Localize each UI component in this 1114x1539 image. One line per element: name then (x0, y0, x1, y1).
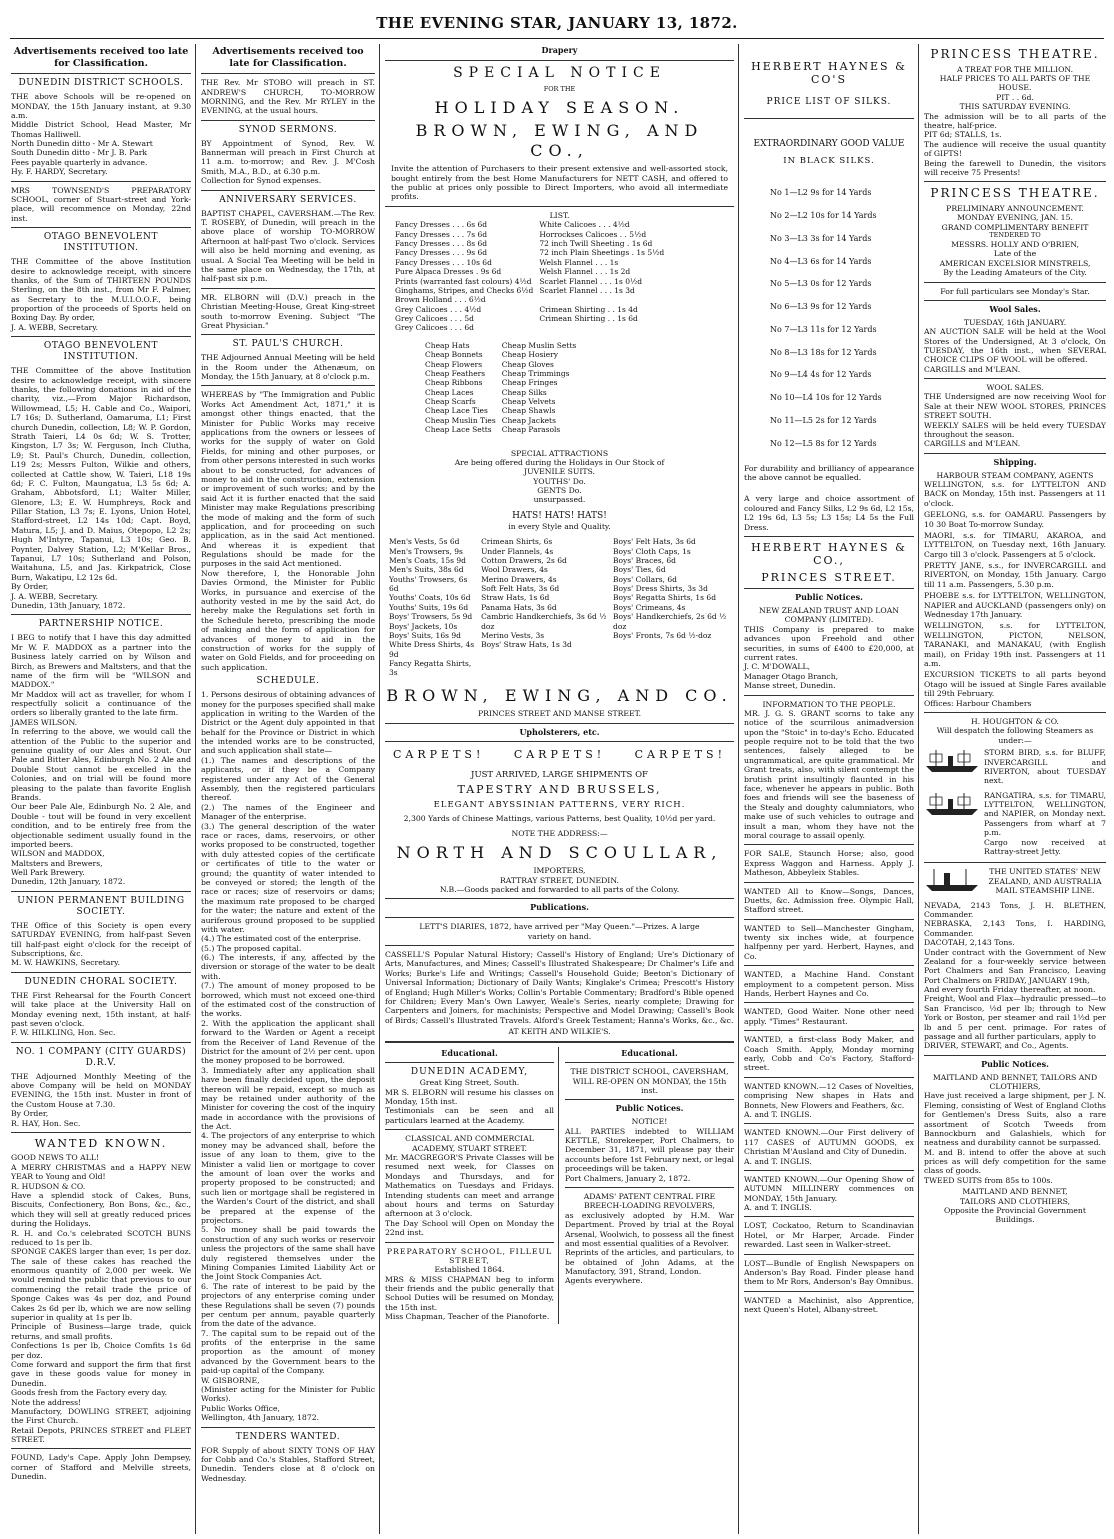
list-item: No 4—L3 6s for 14 Yards (770, 256, 872, 266)
list-item: Cheap Shawls (501, 406, 556, 416)
adams-title: ADAMS' PATENT CENTRAL FIRE BREECH-LOADING REVOLVERS, (583, 1191, 716, 1211)
nz-trust-body: THIS Company is prepared to make advances upon Freehold and other securities, in sums of £400 to £20,000, at current rates. J. C. M'DOWALL, Manager Otago Branch, Manse street, Dunedin. (744, 624, 914, 691)
list-item: No 10—L4 10s for 12 Yards (770, 393, 882, 403)
list-item: White Calicoes . . . 4½d (539, 220, 630, 230)
ad-title: UNION PERMANENT BUILDING SOCIETY. (17, 895, 185, 917)
ad-body: THE above Schools will be re-opened on MONDAY, the 15th January instant, at 9.30 a.m. Middle District School, Head Master, Mr Thomas Halliwell. North Dunedin ditto - Mr A. Stewart South Dunedin ditto - Mr J. B. Park Fees payable quarterly in advance. Hy. F. HARDY, Secretary. (11, 92, 191, 177)
classical-title: CLASSICAL AND COMMERCIAL ACADEMY, STUART STREET. (405, 1134, 534, 1153)
list-item: Boys' Straw Hats, 1s 3d (481, 640, 572, 650)
list-item: 72 inch Plain Sheetings . 1s 5½d (539, 248, 665, 258)
list-item: Boys' Suits, 16s 9d (389, 630, 461, 640)
list-title: LIST. (549, 210, 570, 220)
list-item: Cotton Drawers, 2s 6d (481, 555, 567, 565)
ad-body: MRS TOWNSEND'S PREPARATORY SCHOOL, corner of Stuart-street and York-place, will recommence on Monday, 22nd inst. (11, 185, 191, 223)
list-item: Boys' Regatta Shirts, 1s 6d (613, 593, 716, 603)
list-item: Youths' Trowsers, 6s 6d (389, 574, 468, 594)
list-item: Fancy Dresses . . . 8s 6d (395, 239, 488, 248)
arrived-line: JUST ARRIVED, LARGE SHIPMENTS OF (471, 769, 648, 780)
list-item: Boys' Collars, 6d (613, 574, 677, 584)
list-item: Scarlet Flannel . . . 1s 0½d (539, 276, 643, 286)
list-item: 72 inch Twill Sheeting . 1s 6d (539, 239, 653, 248)
grand-benefit: GRAND COMPLIMENTARY BENEFIT (941, 222, 1089, 232)
list-item: Cheap Laces (425, 387, 474, 397)
letts-diaries: LETT'S DIARIES, 1872, have arrived per "May Queen."—Prizes. A large variety on hand. (419, 922, 700, 941)
drapery-block (382, 44, 737, 1534)
note-address: NOTE THE ADDRESS:— (511, 829, 608, 839)
ad-title: NO. 1 COMPANY (CITY GUARDS) D.R.V. (15, 1046, 187, 1068)
column-1 (8, 44, 194, 1534)
steamship-icon (924, 748, 980, 774)
masthead-rule (10, 38, 1104, 39)
herbert-haynes-2: HERBERT HAYNES & CO., (751, 541, 907, 568)
ship-ad (924, 867, 1106, 897)
column-5 (741, 44, 917, 1534)
list-item: Merino Vests, 3s (481, 630, 545, 640)
ad-title: ST. PAUL'S CHURCH. (232, 339, 344, 350)
ad-title: WANTED KNOWN. (34, 1136, 168, 1150)
column-rule (379, 44, 380, 1534)
section-heading: Shipping. (993, 456, 1037, 467)
special-title: SPECIAL ATTRACTIONS (510, 448, 609, 458)
list-item: Fancy Dresses . . . 10s 6d (395, 257, 492, 267)
list-item: Boys' Dress Shirts, 3s 3d (613, 584, 708, 594)
hats-title: HATS! HATS! HATS! (512, 510, 607, 521)
list-item: Straw Hats, 1s 6d (481, 593, 550, 603)
list-item: Under Flannels, 4s (481, 546, 554, 556)
list-item: Cheap Parasols (501, 425, 561, 435)
info-title: INFORMATION TO THE PEOPLE. (762, 699, 896, 709)
price-list (385, 220, 734, 333)
price-list-right (539, 220, 664, 333)
drapery-footer-address: PRINCES STREET AND MANSE STREET. (477, 709, 642, 719)
list-item: Boys' Felt Hats, 3s 6d (613, 537, 696, 547)
section-heading: Educational. (441, 1047, 498, 1058)
wanted-ad: WANTED KNOWN.—12 Cases of Novelties, comprising New shapes in Hats and Bonnets, New Flowers and Feathers, &c. A. and T. INGLIS. (744, 1081, 914, 1119)
black-silks: IN BLACK SILKS. (783, 155, 875, 166)
price-list-silks: PRICE LIST OF SILKS. (766, 96, 892, 107)
prep-title: PREPARATORY SCHOOL, FILLEUL STREET, (386, 1246, 553, 1265)
rattray-street: RATTRAY STREET, DUNEDIN. (499, 875, 619, 885)
princes-street: PRINCES STREET. (761, 570, 897, 584)
silk-price-list (744, 182, 914, 456)
list-item: Grey Calicoes . . . 4½d (395, 304, 482, 314)
list-item: Wool Drawers, 4s (481, 565, 548, 575)
list-item: Pure Alpaca Dresses . 9s 6d (395, 267, 502, 277)
elegant-line: ELEGANT ABYSSINIAN PATTERNS, VERY RICH. (433, 799, 686, 810)
maitland-sign: MAITLAND AND BENNET, (962, 1187, 1068, 1197)
classical-body: Mr. MACGREGOR'S Private Classes will be resumed next week, for Classes on Mondays and Thursdays, and for Mathematics on Tuesdays and Fridays. Intending students can meet and arrange about hours and terms on Saturday afternoon at 3 o'clock. The Day School will Open on Monday the 22nd inst. (385, 1152, 554, 1238)
wanted-ad: WANTED, a Machine Hand. Constant employment to a competent person. Miss Hands, Herbert Haynes and Co. (744, 970, 914, 999)
column-6 (921, 44, 1109, 1534)
ad-body: I BEG to notify that I have this day admitted Mr W. F. MADDOX as a partner into the Business lately carried on by Wilson and Birch, as Brewers and Maltsters, and that the name of the firm will be "WILSON and MADDOX." Mr Maddox will act as traveller, for whom I respectfully solicit a continuance of the orders so liberally granted to the late firm. JAMES WILSON. In referring to the above, we would call the attention of the Public to the superior and genuine quality of our Ales and Stout. Our Pale and Bitter Ales, Edinburgh No. 2 Ale and Double Stout cannot be excelled in the Colonies, and on trial will be found more pleasing to the palate than favorite English Brands. Our beer Pale Ale, Edinburgh No. 2 Ale, and Double - tout will be found in very excellent condition, and to be entirely free from the objectionable sediment usually found in the imported beers. WILSON and MADDOX, Maltsters and Brewers, Well Park Brewery. Dunedin, 12th January, 1872. (11, 633, 191, 887)
list-item: Cambric Handkerchiefs, 3s 6d ½ doz (481, 612, 607, 631)
maitland-body: Have just received a large shipment, per J. N. Fleming, consisting of West of England Cloths for Gentlemen's Dress Suits, also a rare assortment of Scotch Tweeds from Bannockburn and Galashiels, which for neatness and durability cannot be surpassed. M. and B. intend to offer the above at such prices as will defy competition for the same class of goods. TWEED SUITS from 85s to 100s. (924, 1091, 1106, 1185)
list-item: Horrockses Calicoes . . 5½d (539, 229, 647, 239)
list-item: No 1—L2 9s for 14 Yards (770, 188, 872, 198)
wool-sales-title: WOOL SALES. (986, 383, 1044, 393)
ad-body: THE Committee of the above Institution desire to acknowledge receipt, with sincere thanks, the following donations in aid of the charity, viz.,—From Major Richardson, Willowmead, L5; H. Cable and Co., Waipori, L7 16s; D. Sutherland, Oamaruma, L1; First church Dunedin, collection, L8; W. P. Gordon, Strath Taieri, L4 0s 6d; W. S. Trotter, Kingston, L7 3s; W. Ferguson, Inch Clutha, L9; St. Paul's Church, Dunedin, collection, L19 2s; Messrs Fulton, Wilkie and others, collected at Cattle show, W. Taieri, L18 19s 6d; F. C. Fulton, Maungatua, L3 5s 6d; A. Graham, Abbotsford, L1; Walter Miller, Glenore, L3; E. W. Humphreys, Rock and Pillar Station, L3 7s; E. Lyons, Union Hotel, Stafford-street, L2 14s 10d; Capt. Boyd, Matura, L5; J. and D. Maius, Otepopo, L2 2s; Hugh M'Intyre, Tapanui, L3 10s; Geo. B. Poynter, Dalvey Station, L2; M'Kellar Bros., Tapanui, L7 10s; Sutherland and Polson, Waitahuna, L5, and Jas. Kirkpatrick, Close Burn, Wakatipu, L2 12s 6d. By Order, J. A. WEBB, Secretary. Dunedin, 13th January, 1872. (11, 366, 191, 610)
lost-ad: LOST, Cockatoo, Return to Scandinavian Hotel, or Mr Harper, Arcade. Finder rewarded. Last seen in Walker-street. (744, 1221, 914, 1250)
list-item: Men's Suits, 38s 6d (389, 565, 464, 575)
list-item: No 9—L4 4s for 12 Yards (770, 370, 872, 380)
drapery-for: FOR THE (543, 84, 576, 93)
list-item: Crimean Shirts, 6s (481, 537, 553, 547)
list-item: Scarlet Flannel . . . 1s 3d (539, 285, 635, 295)
list-item: No 2—L2 10s for 14 Yards (770, 210, 877, 220)
tapestry-line: TAPESTRY AND BRUSSELS, (457, 783, 662, 797)
list-item: No 3—L3 3s for 14 Yards (770, 233, 872, 243)
for-sale: FOR SALE, Staunch Horse; also, good Express Waggon and Harness. Apply J. Matheson, Abbeyleix Stables. (744, 849, 914, 878)
list-item: Boys' Cloth Caps, 1s (613, 546, 691, 556)
storm-bird: STORM BIRD, s.s. for BLUFF, INVERCARGILL and RIVERTON, about TUESDAY next. (984, 748, 1106, 786)
north-scoullar: NORTH AND SCOULLAR, (396, 842, 723, 862)
carpets-heading: CARPETS! (634, 748, 726, 762)
list-item: No 5—L3 0s for 12 Yards (770, 279, 872, 289)
list-item: Fancy Dresses . . . 7s 6d (395, 229, 488, 239)
maitland-sign-2: TAILORS AND CLOTHIERS, (959, 1196, 1071, 1206)
clothing-list (385, 537, 734, 678)
list-item: No 8—L3 18s for 12 Yards (770, 347, 877, 357)
ship-ad (924, 748, 1106, 788)
list-item: Boys' Trowsers, 5s 9d (389, 612, 473, 622)
list-item: Welsh Flannel . . . 1s 2d (539, 267, 631, 277)
list-item: Men's Trowsers, 9s (389, 546, 463, 556)
masthead: THE EVENING STAR, JANUARY 13, 1872. (376, 14, 738, 32)
fancy-silks: A very large and choice assortment of coloured and Fancy Silks, L2 9s 6d, L2 15s, L2 19s 6d, L3 5s; L3 15s; L4 5s the Full Dress. (744, 494, 914, 532)
steamer-ad: MAORI, s.s. for TIMARU, AKAROA, and LYTTELTON, on Tuesday next, 16th January. Cargo till 3 o'clock. Passengers at 5 o'clock. (924, 530, 1106, 559)
cheap-list-left (425, 341, 496, 435)
list-item (539, 295, 664, 304)
wool-sales-body: THE Undersigned are now receiving Wool for Sale at their NEW WOOL STORES, PRINCES STREET SOUTH. WEEKLY SALES will be held every TUESDAY throughout the season. CARGILLS and M'LEAN. (924, 392, 1106, 449)
preliminary: PRELIMINARY ANNOUNCEMENT. (946, 203, 1084, 213)
list-item: Boys' Ties, 6d (613, 565, 666, 575)
list-item: Cheap Scarfs (425, 397, 476, 406)
steamship-icon (924, 791, 980, 817)
list-item: Boys' Crimeans, 4s (613, 602, 686, 612)
special-text: Are being offered during the Holidays in Our Stock of JUVENILE SUITS. YOUTHS' Do. GENTS Do. unsurpassed. (454, 457, 665, 505)
ad-title: TENDERS WANTED. (235, 1431, 341, 1442)
section-heading: Advertisements received too late for Classification. (212, 46, 364, 69)
wanted-ad: WANTED to Sell—Manchester Gingham, twenty six inches wide, at fourpence halfpenny per yard. Herbert, Haynes, and Co. (744, 923, 914, 961)
prep-body: MRS & MISS CHAPMAN beg to inform their friends and the public generally that School Duties will be resumed on Monday, the 15th inst. Miss Chapman, Teacher of the Pianoforte. (385, 1274, 554, 1322)
list-item: Boys' Jackets, 10s (389, 621, 458, 631)
academy-body: MR S. ELBORN will resume his classes on Monday, 15th inst. Testimonials can be seen and all particulars learned at the Academy. (385, 1087, 554, 1125)
steamer-ad: WELLINGTON, s.s. for LYTTELTON, WELLINGTON, PICTON, NELSON, TARANAKI, and MANAKAU, (with English mail), on Friday 19th inst. Passengers at 11 a.m. (924, 621, 1106, 668)
saturday: THIS SATURDAY EVENING. (959, 102, 1071, 112)
ad-title: DUNEDIN CHORAL SOCIETY. (24, 976, 178, 987)
leading-amateurs: By the Leading Amateurs of the City. (943, 268, 1087, 278)
hats-sub: in every Style and Quality. (508, 521, 611, 531)
full-particulars: For full particulars see Monday's Star. (940, 286, 1090, 296)
clothing-list-left (389, 537, 477, 678)
notice-title: NOTICE! (631, 1117, 668, 1127)
list-item: Fancy Regatta Shirts, 3s (389, 659, 472, 678)
wanted-ad: WANTED, a first-class Body Maker, and Coach Smith. Apply, Monday morning early, Cobb and Co's Factory, Stafford-street. (744, 1035, 914, 1073)
ad-body: WHEREAS by "The Immigration and Public Works Act Amendment Act, 1871," it is amongst other things enacted, that the Minister for Public Works may receive applications from the owners or lessees of works for the supply of water on Gold Fields, for mining and other purposes, or from other persons interested in such works about to be constructed, for advances of money to aid in the construction, extension or improvement of such works; and by the said Act it is further enacted that the said Minister may make Regulations prescribing the mode of making and the form of such application, and for proceeding on such application, as in the said Act mentioned. And whereas it is expedient that Regulations should be made for the purposes in the said Act mentioned. Now therefore, I, the Honorable John Davies Ormond, the Minister for Public Works, in pursuance and exercise of the authority vested in me by the said Act, do hereby make the Regulations set forth in the Schedule hereto, prescribing the mode of making and the form of application for advances of money to aid in the construction of works for the supply of water on Gold Fields, and for proceeding on such application. (201, 390, 375, 672)
schedule-title: SCHEDULE. (256, 676, 320, 687)
ad-title: ANNIVERSARY SERVICES. (219, 194, 357, 205)
rangatira: RANGATIRA, s.s. for TIMARU, LYTTELTON, WELLINGTON, and NAPIER, on Monday next. Passengers from wharf at 7 p.m. Cargo now received at Rattray-street Jetty. (984, 790, 1106, 857)
ad-body: GOOD NEWS TO ALL! A MERRY CHRISTMAS and a HAPPY NEW YEAR to Young and Old! R. HUDSON & CO. Have a splendid stock of Cakes, Buns, Biscuits, Confectionery, Bon Bons, &c., &c., which they will sell at greatly reduced prices during the Holidays. R. H. and Co.'s celebrated SCOTCH BUNS reduced to 1s per lb. SPONGE CAKES larger than ever, 1s per doz. The sale of these cakes has reached the enormous quantity of 2,000 per week. We would remind the public that previous to our commencing the retail trade the price of Sponge Cakes was 4s per doz, and Pound Cakes 2s 6d per lb, which we are now selling superior in quality at 1s per lb. Principle of Business—large trade, quick returns, and small profits. Confections 1s per lb, Choice Comfits 1s 6d per doz. Come forward and support the firm that first gave in these goods value for money in Dunedin. Goods fresh from the Factory every day. Note the address! Manufactory, DOWLING STREET, adjoining the First Church. Retail Depots, PRINCES STREET and FLEET STREET. (11, 1153, 191, 1445)
ad-body: MR. ELBORN will (D.V.) preach in the Christian Meeting-House, Great King-street south to-morrow Evening. Subject "The Great Physician." (201, 292, 375, 330)
column-2 (198, 44, 378, 1534)
us-line-body: NEVADA, 2143 Tons, J. H. BLETHEN, Commander. NEBRASKA, 2,143 Tons, I. HARDING, Commander. DACOTAH, 2,143 Tons. Under contract with the Government of New Zealand for a four-weekly service between Port Chalmers and San Francisco, Leaving Port Chalmers on FRIDAY, JANUARY 19th, And every fourth Friday thereafter, at noon. Freight, Wool and Flax—hydraulic pressed—to San Francisco, ½d per lb; through to New York or Boston, per steamer and rail 1½d per lb and 5 per cent. primage. For rates of passage and all further particulars, apply to DRIVER, STEWART, and Co., Agents. (924, 900, 1106, 1051)
holly-obrien: MESSRS. HOLLY AND O'BRIEN, (951, 240, 1079, 250)
list-item: Merino Drawers, 4s (481, 574, 557, 584)
list-item: Cheap Lace Setts (425, 425, 492, 435)
matting-line: 2,300 Yards of Chinese Mattings, various Patterns, best Quality, 10½d per yard. (403, 814, 716, 824)
carpets-banner (385, 746, 734, 763)
list-item: No 6—L3 9s for 12 Yards (770, 302, 872, 312)
prep-sub: Established 1864. (434, 1265, 505, 1275)
ad-body: 1. Persons desirous of obtaining advances of money for the purposes specified shall make application in writing to the Warden of the District or the Agent duly appointed in that behalf for the Province or District in which the intended works are to be constructed, and such application shall state— (1.) The names and descriptions of the applicants, or if they be a Company registered under any Act of the General Assembly, then the registered particulars thereof. (2.) The names of the Engineer and Manager of the enterprise. (3.) The general description of the water race or races, dams, reservoirs, or other works proposed to be constructed, together with duly attested copies of the certificate or certificates of title to the water or ground; the quantity of water intended to be conveyed or stored; the length of the race or races; size of reservoirs or dams; the maximum rate proposed to be charged for the water; the nature and extent of the auriferous ground proposed to be supplied with water. (4.) The estimated cost of the enterprise. (5.) The proposed capital. (6.) The interests, if any, affected by the diversion or storage of the water to be dealt with. (7.) The amount of money proposed to be borrowed, which must not exceed one-third of the estimated cost of the construction of the works. 2. With the application the applicant shall forward to the Warden or Agent a receipt from the Receiver of Land Revenue of the District for the amount of 2½ per cent. upon the money proposed to be borrowed. 3. Immediately after any application shall have been finally decided upon, the deposit thereon will be repaid, except so much as may be retained under authority of the Minister for covering the cost of the inquiry made in accordance with the provisions of the Act. 4. The projectors of any enterprise to which money may be advanced shall, before the issue of any loan to them, give to the Minister a valid lien or mortgage to cover the amount of loan over the works and property proposed to be constructed; and such lien or mortgage shall be registered in the Warden's Court of the district, and shall be prepared at the expense of the projectors. 5. No money shall be paid towards the construction of any such works or reservoir unless the projectors of the same shall have duly registered themselves under the Mining Companies Limited Liability Act or the Joint Stock Companies Act. 6. The rate of interest to be paid by the projectors of any enterprise coming under these Regulations shall be seven (7) pounds per centum per annum, payable quarterly from the date of the advance. 7. The capital sum to be repaid out of the profits of the enterprise in the same proportion as the amount of money advanced by the Government bears to the paid-up capital of the Company. W. GISBORNE, (Minister acting for the Minister for Public Works). Public Works Office, Wellington, 4th January, 1872. (201, 690, 375, 1423)
carpets-heading: CARPETS! (513, 748, 606, 762)
harbour-steam: HARBOUR STEAM COMPANY, AGENTS (936, 470, 1094, 480)
ad-title: PARTNERSHIP NOTICE. (38, 619, 164, 630)
keith-wilkie: AT KEITH AND WILKIE'S. (508, 1027, 611, 1037)
list-item: Grey Calicoes . . . 6d (395, 323, 474, 333)
list-item: Fancy Dresses . . . 6s 6d (395, 220, 488, 230)
monday-evening: MONDAY EVENING, JAN. 15. (957, 213, 1073, 223)
ad-body: THE First Rehearsal for the Fourth Concert will take place at the University Hall on Monday evening next, 15th instant, at half-past seven o'clock. F. W. HILKLING, Hon. Sec. (11, 990, 191, 1038)
maitland-sign-3: Opposite the Provincial Government Buildings. (944, 1206, 1086, 1225)
list-item: Cheap Silks (501, 387, 547, 397)
ad-title: DUNEDIN DISTRICT SCHOOLS. (18, 78, 184, 89)
notice-body: ALL PARTIES indebted to WILLIAM KETTLE, Storekeeper, Port Chalmers, to December 31, 1871, will please pay their accounts before 1st February next, or legal proceedings will be taken. Port Chalmers, January 2, 1872. (565, 1126, 734, 1183)
list-item: No 7—L3 11s for 12 Yards (770, 324, 877, 334)
list-item: Boys' Handkerchiefs, 2s 6d ½ doz (613, 612, 727, 631)
us-line-title: THE UNITED STATES' NEW ZEALAND, AND AUSTRALIA MAIL STEAMSHIP LINE. (988, 867, 1102, 896)
steamer-ad: WELLINGTON, s.s. for LYTTELTON AND BACK on Monday, 15th inst. Passengers at 11 o'clock. (924, 479, 1106, 508)
section-heading: Drapery (541, 45, 578, 55)
list-item: Cheap Trimmings (501, 368, 570, 378)
wanted-ad: WANTED a Machinist, also Apprentice, next Queen's Hotel, Albany-street. (744, 1295, 914, 1315)
drapery-footer: BROWN, EWING, AND CO. (386, 685, 733, 705)
list-item: Cheap Velvets (501, 397, 556, 406)
list-item: Fancy Dresses . . . 9s 6d (395, 248, 488, 258)
list-item: Cheap Hats (425, 340, 470, 350)
wanted-ad: WANTED KNOWN.—Our First delivery of 117 CASES of AUTUMN GOODS, ex Christian M'Ausland and City of Dunedin. A. and T. INGLIS. (744, 1128, 914, 1166)
cheap-list-right (502, 341, 577, 435)
list-item: Cheap Muslin Setts (501, 340, 577, 350)
academy-sub: Great King Street, South. (419, 1078, 520, 1088)
section-heading: Upholsterers, etc. (519, 726, 600, 737)
carpets-heading: CARPETS! (393, 748, 485, 762)
list-item: Cheap Lace Ties (425, 406, 488, 416)
list-item: Cheap Feathers (425, 368, 486, 378)
nz-trust-title: NEW ZEALAND TRUST AND LOAN COMPANY (LIMITED). (759, 605, 899, 625)
list-item: Ginghams, Stripes, and Checks 6½d (395, 285, 534, 295)
durability: For durability and brilliancy of appearance the above cannot be equalled. (744, 463, 914, 483)
extraordinary: EXTRAORDINARY GOOD VALUE (753, 138, 905, 149)
ad-title: OTAGO BENEVOLENT INSTITUTION. (43, 232, 159, 254)
clothing-list-right (613, 537, 730, 678)
list-item: Crimean Shirting . . 1s 6d (539, 314, 638, 323)
wanted-ad: WANTED, Good Waiter. None other need apply. "Times" Restaurant. (744, 1007, 914, 1026)
steamship-icon (924, 867, 980, 893)
list-item: Grey Calicoes . . . 5d (395, 314, 474, 323)
section-heading: Advertisements received too late for Classification. (13, 46, 189, 69)
clothing-list-middle (481, 537, 609, 678)
princess-theatre-2: PRINCESS THEATRE. (930, 186, 1100, 201)
treat: A TREAT FOR THE MILLION. (956, 64, 1074, 74)
american-minstrels: AMERICAN EXCELSIOR MINSTRELS, (939, 258, 1091, 268)
drapery-season: HOLIDAY SEASON. (434, 97, 685, 117)
section-heading: Wool Sales. (989, 303, 1041, 314)
drapery-firm: BROWN, EWING, AND CO., (415, 121, 704, 160)
list-item: Cheap Flowers (425, 359, 483, 369)
steamer-ad: GEELONG, s.s. for OAMARU. Passengers by 10 30 Boat To-morrow Sunday. (924, 510, 1106, 529)
ship-ad (924, 791, 1106, 859)
list-item: Cheap Bonnets (425, 350, 483, 360)
list-item: Prints (warranted fast colours) 4½d (395, 276, 532, 286)
pit: PIT . . 6d. (996, 92, 1034, 102)
list-item: Cheap Muslin Ties (425, 415, 496, 425)
list-item: Cheap Fringes (501, 378, 558, 388)
steamer-ad: PRETTY JANE, s.s., for INVERCARGILL and RIVERTON, on Monday, 15th January. Cargo till 11 a.m. Passengers, 5.30 p.m. (924, 561, 1106, 589)
princess-theatre: PRINCESS THEATRE. (930, 47, 1100, 61)
drapery-intro: Invite the attention of Purchasers to their present extensive and well-assorted stock, bought entirely from the best Home Manufacturers for NETT CASH, and offered to the public at prices only possible to Direct Importers, who avoid all intermediate profits. (391, 164, 728, 202)
list-item: Boys' Fronts, 7s 6d ½-doz (613, 630, 712, 640)
educational-right (565, 1047, 734, 1324)
list-item: Brown Holland . . . 6½d (395, 295, 486, 305)
ad-body: THE Adjourned Annual Meeting will be held in the Room under the Athenæum, on Monday, the 15th January, at 8 o'clock p.m. (201, 353, 375, 382)
price-list-left (395, 220, 533, 333)
ad-body: THE Adjourned Monthly Meeting of the above Company will be held on MONDAY EVENING, the 15th inst. Muster in front of the Custom House at 7.30. By Order, R. HAY, Hon. Sec. (11, 1071, 191, 1128)
educational-row (385, 1047, 734, 1324)
list-item: Welsh Flannel . . . 1s (539, 257, 619, 267)
adams-body: as exclusively adopted by H.M. War Department. Proved by trial at the Royal Arsenal, Woolwich, to possess all the finest and most essential qualities of a Revolver. Reprints of the articles, and particulars, to be obtained of John Adams, at the Manufactory, 391, Strand, London. Agents everywhere. (565, 1210, 734, 1286)
lost-ad: LOST—Bundle of English Newspapers on Anderson's Bay Road. Finder please hand them to Mr Rors, Anderson's Bay Omnibus. (744, 1258, 914, 1287)
column-rule (195, 44, 196, 1534)
steamer-ad: PHOEBE s.s. for LYTTELTON, WELLINGTON, NAPIER and AUCKLAND (passengers only) on Wednesday 17th January. (924, 591, 1106, 620)
ad-body: FOUND, Lady's Cape. Apply John Dempsey, corner of Stafford and Melville streets, Dunedin. (11, 1453, 191, 1482)
column-rule (918, 44, 919, 1534)
list-item: Soft Felt Hats, 3s 6d (481, 584, 560, 594)
list-item: Youths' Suits, 19s 6d (389, 602, 469, 612)
half-prices: HALF PRICES TO ALL PARTS OF THE HOUSE. (939, 74, 1091, 93)
section-heading: Public Notices. (795, 592, 863, 603)
ad-title: SYNOD SERMONS. (238, 124, 338, 135)
section-heading: Educational. (621, 1047, 678, 1058)
ad-body: BY Appointment of Synod, Rev. W. Bannerman will preach in First Church at 11 a.m. to-morrow; and Rev. J. M'Cosh Smith, M.A., B.D., at 6.30 p.m. Collection for Synod expenses. (201, 138, 375, 186)
section-heading: Public Notices. (981, 1058, 1049, 1069)
wanted-ad: WANTED All to Know—Songs, Dances, Duetts, &c. Admission free. Olympic Hall, Stafford street. (744, 886, 914, 915)
list-item: Cheap Ribbons (425, 378, 483, 388)
list-item: Cheap Gloves (501, 359, 554, 369)
cheap-list (385, 333, 734, 443)
list-item: Boys' Braces, 6d (613, 555, 676, 565)
section-heading: Public Notices. (615, 1103, 684, 1114)
saturday-body: The admission will be to all parts of the theatre, half-price. PIT 6d; STALLS, 1s. The audience will receive the usual quantity of GIFTS! Being the farewell to Dunedin, the visitors will receive 75 Presents! (924, 111, 1106, 177)
wanted-ad: WANTED KNOWN.—Our Opening Show of AUTUMN MILLINERY commences on MONDAY, 15th January. A. and T. INGLIS. (744, 1174, 914, 1213)
list-item: Men's Coats, 15s 9d (389, 555, 466, 565)
list-item: Men's Vests, 5s 6d (389, 537, 460, 547)
drapery-title: SPECIAL NOTICE (453, 64, 666, 81)
ad-body: FOR Supply of about SIXTY TONS OF HAY for Cobb and Co.'s Stables, Stafford Street, Dunedin. Tenders close at 8 o'clock on Wednesday. (201, 1445, 375, 1483)
importers: IMPORTERS, (533, 866, 586, 876)
educational-left (385, 1047, 559, 1324)
list-item: Crimean Shirting . . 1s 4d (539, 304, 638, 314)
list-item: Cheap Hosiery (501, 350, 558, 360)
maitland-title: MAITLAND AND BENNET, TAILORS AND CLOTHIERS, (932, 1072, 1098, 1091)
ad-body: BAPTIST CHAPEL, CAVERSHAM.—The Rev. T. ROSEBY, of Dunedin, will preach in the above place of worship TO-MORROW Afternoon at half-past Two o'clock. Services will also be held morning and evening, as usual. A Social Tea Meeting will be held in the same place on Wednesday, the 17th, at half-past six p.m. (201, 208, 375, 284)
list-item: Cheap Jackets (501, 415, 556, 425)
column-rule (738, 44, 739, 1534)
academy-title: DUNEDIN ACADEMY, (410, 1067, 529, 1078)
tendered: TENDERED TO (989, 231, 1041, 240)
herbert-haynes: HERBERT HAYNES & CO'S (751, 60, 907, 87)
houghton: H. HOUGHTON & CO. Will despatch the following Steamers as under:— (936, 716, 1094, 745)
late-of: Late of the (993, 249, 1037, 259)
list-item: Panama Hats, 3s 6d (481, 602, 557, 612)
steamer-ad: EXCURSION TICKETS to all parts beyond Otago will be issued at Single Fares available till 29th February. Offices: Harbour Chambers (924, 670, 1106, 708)
ad-title: OTAGO BENEVOLENT INSTITUTION. (43, 341, 159, 363)
district-school: THE DISTRICT SCHOOL, CAVERSHAM, WILL RE-OPEN ON MONDAY, the 15th inst. (570, 1067, 729, 1096)
cassell-list: CASSELL'S Popular Natural History; Cassell's History of England; Ure's Dictionary of Arts, Manufactures, and Mines; Cassell's Illustrated Shakespeare; Dr Chalmer's Life and Works; Burke's Life and Writings; Cassell's Household Guide; Beeton's Dictionary of Universal Information; Dictionary of Daily Wants; Kinglake's Crimea; Prescott's History of England; Hugh Miller's Works; Collin's Portable Commentary; Bradford's Bible opened for Children; Every Man's Own Lawyer, Weale's Series, nearly complete; Drawing for Carpenters and Joiners, for machinists; Perspective and Model Drawing; Cassell's Book of Birds; Cassell's Illustrated Travels. Alford's Greek Testament; Hanna's Works, &c., &c. (385, 950, 734, 1025)
ad-body: THE Office of this Society is open every SATURDAY EVENING, from half-past Seven till half-past eight o'clock for the receipt of Subscriptions, &c. M. W. HAWKINS, Secretary. (11, 920, 191, 968)
list-item: Youths' Coats, 10s 6d (389, 593, 471, 603)
list-item (539, 323, 664, 332)
nb-line: N.B.—Goods packed and forwarded to all parts of the Colony. (439, 885, 680, 895)
ad-body: THE Committee of the above Institution desire to acknowledge receipt, with sincere thanks, of the Sum of THIRTEEN POUNDS Sterling, on the 8th inst., from Mr F. Palmer, as Secretary to the M.U.I.O.O.F., being proportion of the proceeds of Sports held on Boxing Day. By order, J. A. WEBB, Secretary. (11, 257, 191, 332)
auction-body: AN AUCTION SALE will be held at the Wool Stores of the Undersigned, At 3 o'clock, On TUESDAY, the 16th inst., when SEVERAL CHOICE CLIPS OF WOOL will be offered. CARGILLS and M'LEAN. (924, 327, 1106, 374)
list-item: No 11—L5 2s for 12 Yards (770, 416, 877, 426)
tuesday-date: TUESDAY, 16th JANUARY. (963, 317, 1067, 327)
ad-body: THE Rev. Mr STOBO will preach in ST. ANDREW'S CHURCH, TO-MORROW MORNING, and the Rev. Mr RYLEY in the EVENING, at the usual hours. (201, 78, 375, 116)
list-item: White Dress Shirts, 4s 9d (389, 640, 475, 659)
list-item: No 12—L5 8s for 12 Yards (770, 438, 877, 448)
info-body: MR. J. G. S. GRANT scorns to take any notice of the scurrilous animadversion upon the "Stoic" in to-day's Echo. Educated people require not to be told that the two sentences, falsely alleged to be ungrammatical, are quite grammatical. Mr Grant treats, also, with silent contempt the brutish print insultingly flaunted in his face, whenever he appears in public. Both foes and friends will see the baseness of the Stealy and doughty calumniators, who make use of such vehicles to outrage and insult a man, whom they have not the moral courage to assail openly. (744, 708, 914, 840)
section-heading: Publications. (530, 902, 589, 913)
